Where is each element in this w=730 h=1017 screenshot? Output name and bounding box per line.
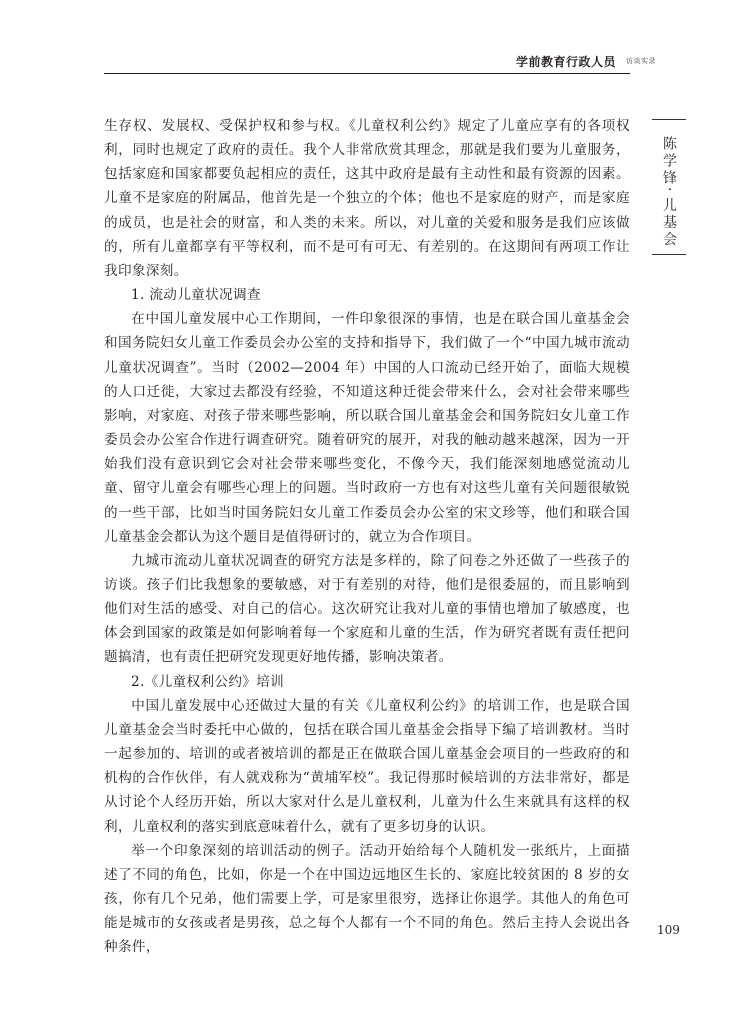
paragraph-3: 九城市流动儿童状况调查的研究方法是多样的，除了问卷之外还做了一些孩子的访谈。孩子们比我想象的要敏感，对于有差别的对待，他们是很委屈的，而且影响到他们对生活的感受、对自己的信心。这次研究让我对儿童的事情也增加了敏感度，也体会到国家的政策是如何影响着每一个家庭和儿童的生活，作为研究者既有责任把问题搞清，也有责任把研究发现更好地传播，影响决策者。: [104, 552, 630, 666]
paragraph-1: 生存权、发展权、受保护权和参与权。《儿童权利公约》规定了儿童应享有的各项权利，同时也规定了政府的责任。我个人非常欣赏其理念，那就是我们要为儿童服务，包括家庭和国家都要负起相应的责任，这其中政府是最有主动性和最有资源的因素。儿童不是家庭的附属品，他首先是一个独立的个体；他也不是家庭的财产，而是家庭的成员，也是社会的财富，和人类的未来。所以，对儿童的关爱和服务是我们应该做的，所有儿童都享有平等权利，而不是可有可无、有差别的。在这期间有两项工作让我印象深刻。: [104, 118, 630, 279]
running-header-title: 学前教育行政人员: [515, 55, 616, 69]
section-heading-1: 1. 流动儿童状况调查: [131, 287, 261, 304]
side-subject: 儿基会: [661, 197, 677, 249]
paragraph-5: 举一个印象深刻的培训活动的例子。活动开始给每个人随机发一张纸片，上面描述了不同的角色，比如，你是一个在中国边远地区生长的、家庭比较贫困的 8 岁的女孩，你有几个兄弟，他们需要上学，可是家里很穷，选择让你退学。其他人的角色可能是城市的女孩或者是男孩，总之每个人都有一个不同的角色。然后主持人会说出各种条件，: [104, 842, 630, 956]
section-heading-2: 2.《儿童权利公约》培训: [131, 673, 285, 690]
header-mark: 访谈实录: [626, 57, 656, 65]
page-number: 109: [657, 923, 680, 937]
paragraph-4: 中国儿童发展中心还做过大量的有关《儿童权利公约》的培训工作，也是联合国儿童基金会当时委托中心做的，包括在联合国儿童基金会指导下编了培训教材。当时一起参加的、培训的或者被培训的都是正在做联合国儿童基金会项目的一些政府的和机构的合作伙伴，有人就戏称为“黄埔军校”。我记得那时候培训的方法非常好，都是从讨论个人经历开始，所以大家对什么是儿童权利，儿童为什么生来就具有这样的权利，儿童权利的落实到底意味着什么，就有了更多切身的认识。: [104, 697, 630, 835]
side-chapter-label: [659, 136, 679, 248]
side-rule-bottom: [652, 254, 686, 255]
side-author: 陈学锋: [661, 136, 677, 187]
header-rule: [104, 73, 630, 74]
side-rule-top: [652, 119, 686, 120]
side-separator: ·: [661, 187, 677, 198]
paragraph-2: 在中国儿童发展中心工作期间，一件印象很深的事情，也是在联合国儿童基金会和国务院妇女儿童工作委员会办公室的支持和指导下，我们做了一个“中国九城市流动儿童状况调查”。当时（2002—2004 年）中国的人口流动已经开始了，面临大规模的人口迁徙，大家过去都没有经验，不知道这种迁徙会带来什么，会对社会带来哪些影响，对家庭、对孩子带来哪些影响，所以联合国儿童基金会和国务院妇女儿童工作委员会办公室合作进行调查研究。随着研究的展开，对我的触动越来越深，因为一开始我们没有意识到它会对社会带来哪些变化，不像今天，我们能深刻地感觉流动儿童、留守儿童会有哪些心理上的问题。当时政府一方也有对这些儿童有关问题很敏锐的一些干部，比如当时国务院妇女儿童工作委员会办公室的宋文珍等，他们和联合国儿童基金会都认为这个题目是值得研讨的，就立为合作项目。: [104, 311, 630, 545]
page-body: [104, 114, 630, 959]
